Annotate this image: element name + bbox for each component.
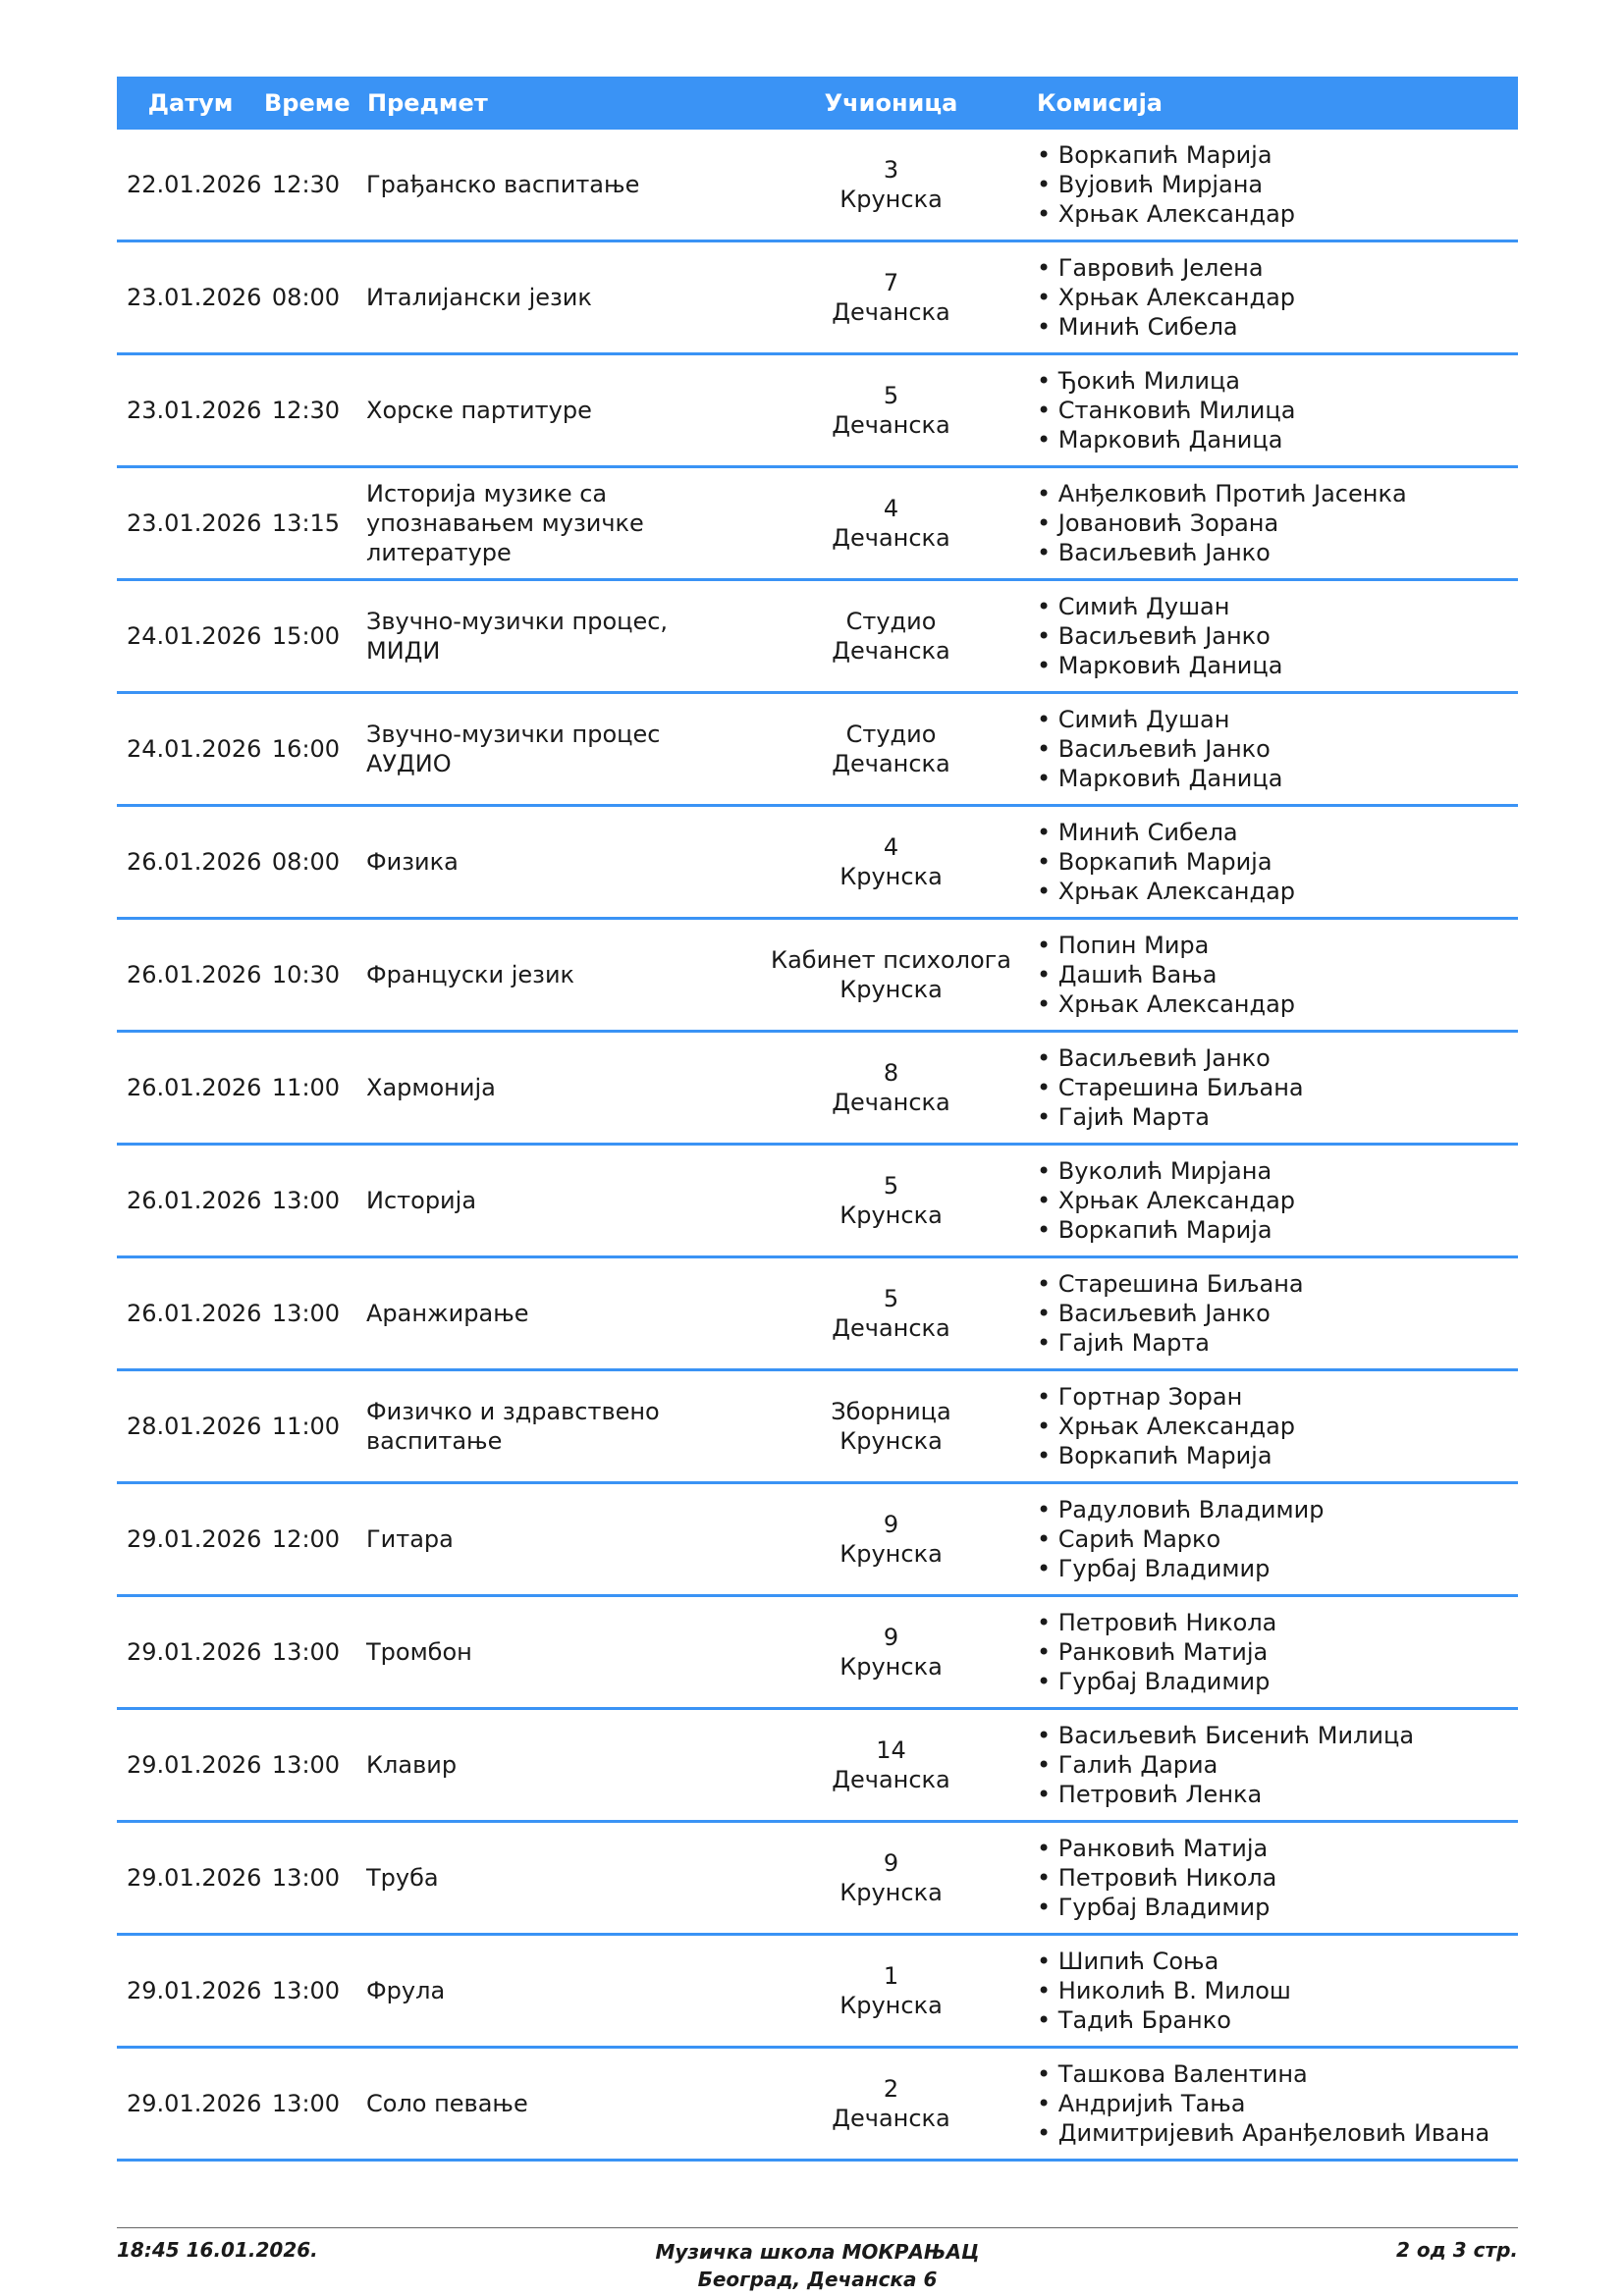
cell-subject: Звучно-музички процес АУДИО <box>366 721 661 777</box>
room-number: Кабинет психолога <box>771 946 1011 974</box>
committee-member: • Димитријевић Аранђеловић Ивана <box>1037 2119 1490 2147</box>
cell-subject: Фрула <box>366 1977 446 2004</box>
cell-time: 12:30 <box>271 171 341 198</box>
room-building: Крунска <box>839 1540 943 1568</box>
table-row <box>117 1710 1518 1823</box>
room-building: Крунска <box>839 1653 943 1681</box>
table-row <box>117 1258 1518 1371</box>
cell-time: 13:00 <box>271 1977 341 2004</box>
table-row <box>117 1146 1518 1258</box>
committee-member: • Старешина Биљана <box>1037 1074 1304 1101</box>
cell-room <box>745 1623 1037 1682</box>
table-row <box>117 920 1518 1033</box>
cell-room <box>745 832 1037 891</box>
committee-member: • Хрњак Александар <box>1037 990 1296 1018</box>
room-building: Дечанска <box>832 1314 950 1342</box>
cell-date: 26.01.2026 <box>127 1300 262 1327</box>
cell-subject: Физичко и здравствено васпитање <box>366 1398 660 1455</box>
committee-member: • Симић Душан <box>1037 706 1230 733</box>
cell-room <box>745 268 1037 327</box>
committee-member: • Марковић Даница <box>1037 426 1283 454</box>
room-building: Крунска <box>839 1201 943 1229</box>
committee-member: • Галић Дариа <box>1037 1751 1218 1779</box>
room-number: 9 <box>883 1511 899 1538</box>
table-row <box>117 807 1518 920</box>
committee-member: • Гурбај Владимир <box>1037 1668 1271 1695</box>
committee-member: • Васиљевић Бисенић Милица <box>1037 1722 1415 1749</box>
cell-time: 08:00 <box>271 284 341 311</box>
room-number: 1 <box>883 1962 899 1990</box>
committee-member: • Васиљевић Јанко <box>1037 539 1271 566</box>
committee-member: • Васиљевић Јанко <box>1037 1300 1271 1327</box>
cell-room <box>745 1848 1037 1907</box>
room-building: Крунска <box>839 1992 943 2019</box>
committee-member: • Хрњак Александар <box>1037 200 1296 228</box>
cell-committee <box>1037 1608 1518 1696</box>
cell-date: 24.01.2026 <box>127 735 262 763</box>
committee-member: • Хрњак Александар <box>1037 284 1296 311</box>
committee-member: • Симић Душан <box>1037 593 1230 620</box>
cell-committee <box>1037 705 1518 793</box>
cell-committee <box>1037 366 1518 454</box>
room-number: 8 <box>883 1059 899 1087</box>
committee-member: • Старешина Биљана <box>1037 1270 1304 1298</box>
committee-member: • Тадић Бранко <box>1037 2006 1231 2034</box>
room-number: Студио <box>845 608 937 635</box>
room-building: Дечанска <box>832 1089 950 1116</box>
table-row <box>117 1936 1518 2049</box>
cell-time: 16:00 <box>271 735 341 763</box>
cell-date: 26.01.2026 <box>127 1074 262 1101</box>
committee-member: • Марковић Даница <box>1037 652 1283 679</box>
cell-room <box>745 1058 1037 1117</box>
table-header <box>117 77 1518 130</box>
cell-committee <box>1037 253 1518 342</box>
cell-room <box>745 1397 1037 1456</box>
cell-date: 29.01.2026 <box>127 1751 262 1779</box>
cell-room <box>745 494 1037 553</box>
committee-member: • Васиљевић Јанко <box>1037 1044 1271 1072</box>
cell-date: 23.01.2026 <box>127 284 262 311</box>
cell-subject: Соло певање <box>366 2090 528 2117</box>
room-number: Зборница <box>831 1398 951 1425</box>
committee-member: • Гајић Марта <box>1037 1329 1211 1357</box>
header-committee: Комисија <box>1037 89 1164 117</box>
room-number: 4 <box>883 495 899 522</box>
footer-school-info <box>117 2238 1518 2293</box>
cell-date: 26.01.2026 <box>127 1187 262 1214</box>
committee-member: • Вујовић Мирјана <box>1037 171 1264 198</box>
cell-subject: Труба <box>366 1864 439 1892</box>
room-number: 7 <box>883 269 899 296</box>
table-row <box>117 694 1518 807</box>
table-row <box>117 468 1518 581</box>
committee-member: • Станковић Милица <box>1037 397 1296 424</box>
committee-member: • Гајић Марта <box>1037 1103 1211 1131</box>
table-row <box>117 130 1518 242</box>
committee-member: • Сарић Марко <box>1037 1525 1221 1553</box>
room-building: Крунска <box>839 1427 943 1455</box>
table-row <box>117 1484 1518 1597</box>
header-subject: Предмет <box>367 89 488 117</box>
cell-subject: Тромбон <box>366 1638 472 1666</box>
committee-member: • Ђокић Милица <box>1037 367 1240 395</box>
cell-date: 22.01.2026 <box>127 171 262 198</box>
room-building: Крунска <box>839 863 943 890</box>
cell-room <box>745 1284 1037 1343</box>
cell-committee <box>1037 2059 1518 2148</box>
committee-member: • Анђелковић Протић Јасенка <box>1037 480 1407 507</box>
cell-time: 10:30 <box>271 961 341 988</box>
cell-subject: Хорске партитуре <box>366 397 592 424</box>
room-building: Крунска <box>839 976 943 1003</box>
cell-date: 29.01.2026 <box>127 1525 262 1553</box>
committee-member: • Гурбај Владимир <box>1037 1894 1271 1921</box>
cell-subject: Италијански језик <box>366 284 592 311</box>
cell-date: 24.01.2026 <box>127 622 262 650</box>
table-body <box>117 130 1518 2162</box>
room-number: 9 <box>883 1624 899 1651</box>
exam-schedule-table <box>117 77 1518 2162</box>
committee-member: • Петровић Никола <box>1037 1864 1277 1892</box>
cell-time: 13:00 <box>271 1638 341 1666</box>
committee-member: • Хрњак Александар <box>1037 878 1296 905</box>
table-row <box>117 1597 1518 1710</box>
footer-timestamp: 18:45 16.01.2026. <box>117 2238 318 2262</box>
committee-member: • Васиљевић Јанко <box>1037 622 1271 650</box>
cell-committee <box>1037 818 1518 906</box>
cell-committee <box>1037 1834 1518 1922</box>
header-date: Датум <box>147 89 234 117</box>
cell-subject: Звучно-музички процес, МИДИ <box>366 608 669 665</box>
table-row <box>117 242 1518 355</box>
cell-committee <box>1037 479 1518 567</box>
committee-member: • Вуколић Мирјана <box>1037 1157 1272 1185</box>
committee-member: • Андријић Тања <box>1037 2090 1246 2117</box>
table-row <box>117 355 1518 468</box>
cell-date: 26.01.2026 <box>127 961 262 988</box>
room-number: Студио <box>845 721 937 748</box>
cell-time: 13:00 <box>271 1864 341 1892</box>
committee-member: • Петровић Никола <box>1037 1609 1277 1636</box>
cell-room <box>745 1510 1037 1569</box>
cell-subject: Клавир <box>366 1751 458 1779</box>
cell-time: 11:00 <box>271 1413 341 1440</box>
committee-member: • Васиљевић Јанко <box>1037 735 1271 763</box>
room-building: Дечанска <box>832 298 950 326</box>
committee-member: • Хрњак Александар <box>1037 1413 1296 1440</box>
committee-member: • Ранковић Матија <box>1037 1835 1269 1862</box>
cell-date: 29.01.2026 <box>127 2090 262 2117</box>
cell-subject: Физика <box>366 848 459 876</box>
committee-member: • Хрњак Александар <box>1037 1187 1296 1214</box>
room-building: Дечанска <box>832 411 950 439</box>
cell-time: 13:00 <box>271 1300 341 1327</box>
room-building: Крунска <box>839 1879 943 1906</box>
cell-date: 29.01.2026 <box>127 1638 262 1666</box>
table-row <box>117 581 1518 694</box>
header-time: Време <box>264 89 351 117</box>
cell-committee <box>1037 1721 1518 1809</box>
committee-member: • Воркапић Марија <box>1037 848 1272 876</box>
committee-member: • Минић Сибела <box>1037 819 1238 846</box>
cell-subject: Гитара <box>366 1525 454 1553</box>
cell-room <box>745 155 1037 214</box>
cell-committee <box>1037 592 1518 680</box>
cell-committee <box>1037 931 1518 1019</box>
committee-member: • Гурбај Владимир <box>1037 1555 1271 1582</box>
cell-room <box>745 2074 1037 2133</box>
cell-committee <box>1037 1043 1518 1132</box>
cell-time: 13:00 <box>271 1751 341 1779</box>
committee-member: • Минић Сибела <box>1037 313 1238 341</box>
cell-room <box>745 607 1037 666</box>
cell-time: 08:00 <box>271 848 341 876</box>
room-building: Дечанска <box>832 1766 950 1793</box>
room-number: 2 <box>883 2075 899 2103</box>
committee-member: • Николић В. Милош <box>1037 1977 1291 2004</box>
room-building: Дечанска <box>832 524 950 552</box>
committee-member: • Воркапић Марија <box>1037 1442 1272 1469</box>
cell-room <box>745 945 1037 1004</box>
room-building: Крунска <box>839 186 943 213</box>
cell-room <box>745 1735 1037 1794</box>
cell-committee <box>1037 1382 1518 1470</box>
cell-time: 15:00 <box>271 622 341 650</box>
cell-subject: Историја <box>366 1187 477 1214</box>
footer-school-name: Музичка школа МОКРАЊАЦ <box>655 2240 980 2264</box>
table-row <box>117 1033 1518 1146</box>
committee-member: • Ташкова Валентина <box>1037 2060 1308 2088</box>
committee-member: • Попин Мира <box>1037 932 1210 959</box>
room-number: 4 <box>883 833 899 861</box>
cell-date: 23.01.2026 <box>127 509 262 537</box>
cell-time: 13:00 <box>271 2090 341 2117</box>
header-room: Учионица <box>824 89 958 117</box>
cell-time: 13:15 <box>271 509 341 537</box>
cell-room <box>745 1961 1037 2020</box>
cell-committee <box>1037 1947 1518 2035</box>
committee-member: • Радуловић Владимир <box>1037 1496 1325 1523</box>
cell-committee <box>1037 1269 1518 1358</box>
cell-date: 28.01.2026 <box>127 1413 262 1440</box>
room-number: 5 <box>883 382 899 409</box>
cell-subject: Грађанско васпитање <box>366 171 640 198</box>
room-number: 5 <box>883 1172 899 1200</box>
table-row <box>117 1823 1518 1936</box>
cell-time: 12:30 <box>271 397 341 424</box>
cell-committee <box>1037 1156 1518 1245</box>
committee-member: • Воркапић Марија <box>1037 1216 1272 1244</box>
cell-subject: Хармонија <box>366 1074 496 1101</box>
committee-member: • Воркапић Марија <box>1037 141 1272 169</box>
committee-member: • Шипић Соња <box>1037 1948 1219 1975</box>
cell-date: 29.01.2026 <box>127 1864 262 1892</box>
footer-page-number: 2 од 3 стр. <box>1396 2238 1518 2262</box>
room-building: Дечанска <box>832 2105 950 2132</box>
cell-date: 26.01.2026 <box>127 848 262 876</box>
table-row <box>117 2049 1518 2162</box>
committee-member: • Дашић Вања <box>1037 961 1218 988</box>
room-building: Дечанска <box>832 637 950 665</box>
committee-member: • Марковић Даница <box>1037 765 1283 792</box>
cell-time: 13:00 <box>271 1187 341 1214</box>
committee-member: • Јовановић Зорана <box>1037 509 1279 537</box>
footer-address: Београд, Дечанска 6 <box>697 2268 938 2291</box>
room-number: 5 <box>883 1285 899 1312</box>
cell-room <box>745 1171 1037 1230</box>
room-number: 9 <box>883 1849 899 1877</box>
committee-member: • Петровић Ленка <box>1037 1781 1263 1808</box>
cell-time: 12:00 <box>271 1525 341 1553</box>
cell-subject: Француски језик <box>366 961 575 988</box>
cell-date: 23.01.2026 <box>127 397 262 424</box>
page-footer <box>117 2227 1518 2291</box>
table-row <box>117 1371 1518 1484</box>
cell-subject: Аранжирање <box>366 1300 529 1327</box>
committee-member: • Ранковић Матија <box>1037 1638 1269 1666</box>
cell-room <box>745 381 1037 440</box>
committee-member: • Гортнар Зоран <box>1037 1383 1243 1411</box>
cell-subject: Историја музике са упознавањем музичке литературе <box>366 480 644 566</box>
committee-member: • Гавровић Јелена <box>1037 254 1264 282</box>
cell-room <box>745 720 1037 778</box>
room-building: Дечанска <box>832 750 950 777</box>
room-number: 14 <box>876 1736 906 1764</box>
cell-time: 11:00 <box>271 1074 341 1101</box>
room-number: 3 <box>883 156 899 184</box>
cell-committee <box>1037 1495 1518 1583</box>
cell-committee <box>1037 140 1518 229</box>
cell-date: 29.01.2026 <box>127 1977 262 2004</box>
